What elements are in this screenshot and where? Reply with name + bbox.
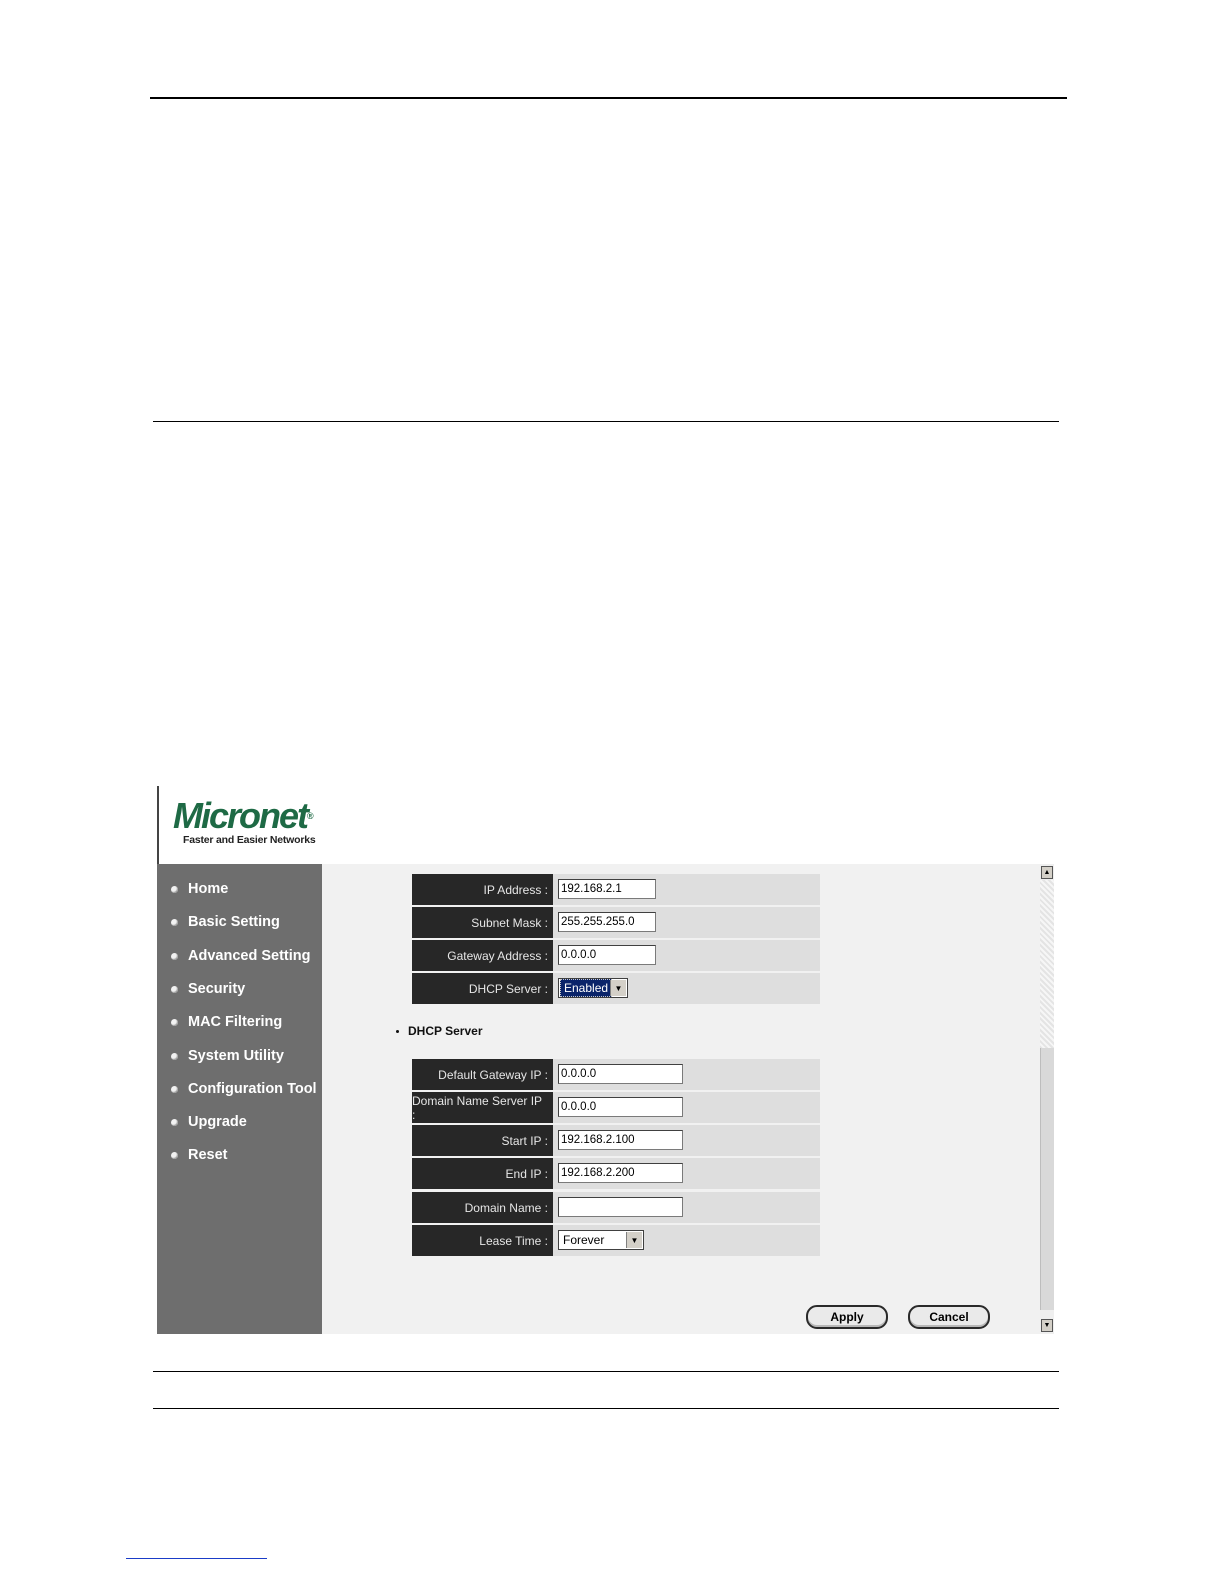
bullet-icon [171, 1152, 178, 1159]
dhcp-section-title [396, 1024, 482, 1038]
bullet-icon [171, 1019, 178, 1026]
header-rule [150, 97, 1067, 99]
sidebar-item-label: System Utility [188, 1048, 284, 1064]
lease-time-value: Forever [563, 1233, 605, 1247]
ip-address-label: IP Address : [412, 874, 553, 905]
dns-ip-input[interactable] [558, 1097, 683, 1117]
sidebar-item-label: Configuration Tool [188, 1081, 317, 1097]
scrollbar-thumb[interactable] [1040, 1048, 1054, 1310]
sidebar-item-label: MAC Filtering [188, 1014, 283, 1030]
gateway-address-label: Gateway Address : [412, 940, 553, 971]
sidebar-item-upgrade[interactable] [171, 1111, 247, 1133]
ip-address-input[interactable] [558, 879, 656, 899]
sidebar-item-system-utility[interactable] [171, 1045, 284, 1067]
sidebar-item-configuration-tool[interactable] [171, 1078, 317, 1100]
footer-rule-top [153, 1371, 1059, 1372]
logo-registered-mark: ® [307, 811, 312, 821]
subnet-mask-input[interactable] [558, 912, 656, 932]
chevron-down-icon[interactable]: ▼ [626, 1232, 642, 1248]
logo-tagline: Faster and Easier Networks [183, 834, 316, 846]
dns-ip-label: Domain Name Server IP : [412, 1092, 553, 1123]
sidebar-item-label: Home [188, 881, 229, 897]
sidebar-item-basic-setting[interactable] [171, 911, 280, 933]
start-ip-input[interactable] [558, 1130, 683, 1150]
sidebar-item-label: Security [188, 981, 246, 997]
ip-address-row [412, 874, 820, 905]
bullet-icon [171, 953, 178, 960]
bullet-icon [171, 919, 178, 926]
domain-name-label: Domain Name : [412, 1192, 553, 1223]
sidebar-item-advanced-setting[interactable] [171, 945, 310, 967]
bullet-icon [171, 886, 178, 893]
sidebar-item-label: Advanced Setting [188, 948, 311, 964]
bullet-icon [171, 1053, 178, 1060]
dhcp-server-value: Enabled [560, 979, 612, 997]
start-ip-label: Start IP : [412, 1125, 553, 1156]
section-rule [153, 421, 1059, 422]
end-ip-input[interactable] [558, 1163, 683, 1183]
router-admin-screenshot [157, 786, 1054, 1334]
dhcp-server-label: DHCP Server : [412, 973, 553, 1004]
footer-rule-bottom [153, 1408, 1059, 1409]
bullet-icon [171, 1119, 178, 1126]
end-ip-label: End IP : [412, 1158, 553, 1189]
sidebar-item-reset[interactable] [171, 1144, 228, 1166]
sidebar-item-label: Reset [188, 1147, 228, 1163]
default-gateway-ip-label: Default Gateway IP : [412, 1059, 553, 1090]
gateway-address-row [412, 940, 820, 971]
subnet-mask-row [412, 907, 820, 938]
subnet-mask-label: Subnet Mask : [412, 907, 553, 938]
dhcp-section-label: DHCP Server [408, 1024, 483, 1038]
end-ip-row [412, 1158, 820, 1189]
sidebar-item-label: Basic Setting [188, 914, 280, 930]
dns-ip-row [412, 1092, 820, 1123]
logo-name: Micronet [173, 795, 308, 836]
content-panel [322, 864, 1040, 1334]
scrollbar-track[interactable] [1040, 880, 1054, 1048]
hyperlink-underline [126, 1558, 267, 1559]
domain-name-row [412, 1192, 820, 1223]
vertical-scrollbar[interactable] [1040, 864, 1054, 1334]
cancel-button[interactable]: Cancel [908, 1305, 990, 1329]
start-ip-row [412, 1125, 820, 1156]
bullet-icon [171, 1086, 178, 1093]
lease-time-row [412, 1225, 820, 1256]
admin-header [159, 786, 1054, 864]
domain-name-input[interactable] [558, 1197, 683, 1217]
apply-button[interactable]: Apply [806, 1305, 888, 1329]
chevron-down-icon[interactable]: ▼ [610, 980, 626, 996]
bullet-icon [396, 1030, 399, 1033]
dhcp-server-row [412, 973, 820, 1004]
lease-time-label: Lease Time : [412, 1225, 553, 1256]
default-gateway-ip-input[interactable] [558, 1064, 683, 1084]
sidebar-item-home[interactable] [171, 878, 228, 900]
arrow-up-icon[interactable]: ▲ [1041, 866, 1053, 879]
sidebar-item-security[interactable] [171, 978, 245, 1000]
lease-time-select[interactable] [558, 1230, 644, 1250]
gateway-address-input[interactable] [558, 945, 656, 965]
sidebar-item-label: Upgrade [188, 1114, 247, 1130]
dhcp-server-select[interactable] [558, 978, 628, 998]
micronet-logo [173, 795, 316, 846]
sidebar-item-mac-filtering[interactable] [171, 1011, 282, 1033]
arrow-down-icon[interactable]: ▼ [1041, 1319, 1053, 1332]
sidebar [157, 864, 322, 1334]
default-gateway-ip-row [412, 1059, 820, 1090]
bullet-icon [171, 986, 178, 993]
